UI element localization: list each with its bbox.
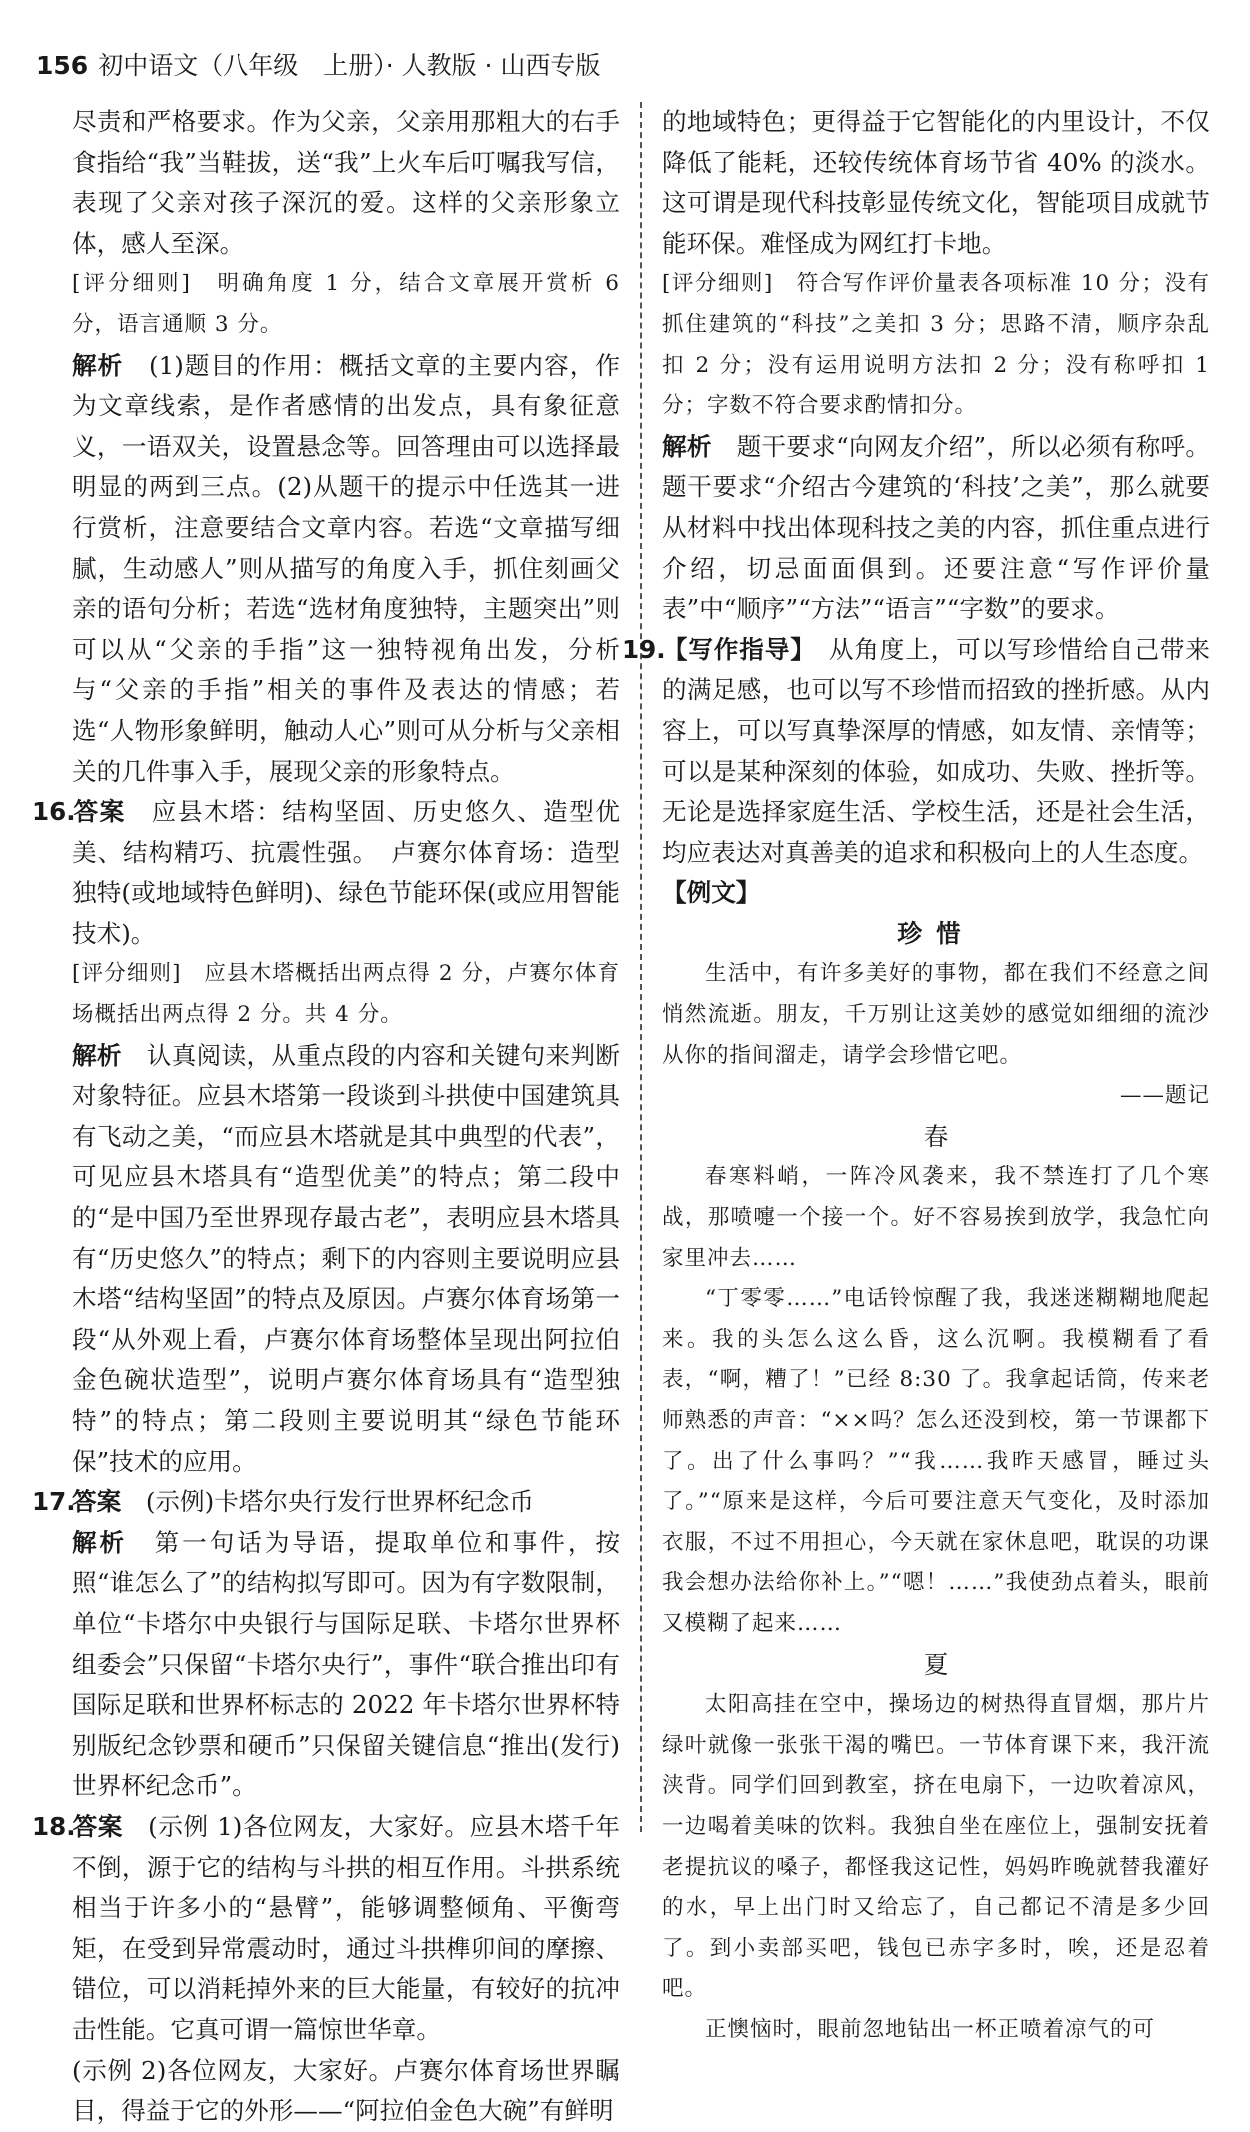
rule-tag: [评分细则] <box>662 271 774 297</box>
analysis-tag: 解析 <box>72 350 124 380</box>
rule-tag: [评分细则] <box>72 961 182 987</box>
page-number: 156 <box>36 51 89 80</box>
answer-tag: 答案 <box>72 1811 123 1841</box>
answer-tag: 答案 <box>72 797 126 827</box>
rule-text: 明确角度 1 分，结合文章展开赏析 6 分，语言通顺 3 分。 <box>72 271 620 337</box>
answer-text: (示例 1)各位网友，大家好。应县木塔千年不倒，源于它的结构与斗拱的相互作用。斗拱系统相当于许多小的“悬臂”，能够调整倾角、平衡弯矩，在受到异常震动时，通过斗拱榫卯间的摩擦、错位，可以消耗掉外来的巨大能量，有较好的抗冲击性能。它真可谓一篇惊世华章。 <box>72 1811 620 2044</box>
rule-text: 应县木塔概括出两点得 2 分，卢赛尔体育场概括出两点得 2 分。共 4 分。 <box>72 961 620 1028</box>
question-number: 17. <box>32 1487 76 1517</box>
writing-guide-text: 从角度上，可以写珍惜给自己带来的满足感，也可以写不珍惜而招致的挫折感。从内容上，可以写真挚深厚的情感，如友情、亲情等；可以是某种深刻的体验，如成功、失败、挫折等。无论是选择家庭生活、学校生活，还是社会生活，均应表达对真善美的追求和积极向上的人生态度。 <box>662 634 1210 867</box>
right-column <box>622 102 1210 2051</box>
question-16 <box>32 792 620 954</box>
essay-paragraph: 太阳高挂在空中，操场边的树热得直冒烟，那片片绿叶就像一张张干渴的嘴巴。一节体育课下来，我汗流浃背。同学们回到教室，挤在电扇下，一边吹着凉风，一边喝着美味的饮料。我独自坐在座位上，强制安抚着老提抗议的嗓子，都怪我这记性，妈妈昨晚就替我灌好的水，早上出门时又给忘了，自己都记不清是多少回了。到小卖部买吧，钱包已赤字多时，唉，还是忍着吧。 <box>662 1692 1210 2002</box>
answer-text: 应县木塔：结构坚固、历史悠久、造型优美、结构精巧、抗震性强。 卢赛尔体育场：造型独特(或地域特色鲜明)、绿色节能环保(或应用智能技术)。 <box>72 797 620 948</box>
analysis-text: 认真阅读，从重点段的内容和关键句来判断对象特征。应县木塔第一段谈到斗拱使中国建筑具有飞动之美，“而应县木塔就是其中典型的代表”，可见应县木塔具有“造型优美”的特点；第二段中的“是中国乃至世界现存最古老”，表明应县木塔具有“历史悠久”的特点；剩下的内容则主要说明应县木塔“结构坚固”的特点及原因。卢赛尔体育场第一段“从外观上看，卢赛尔体育场整体呈现出阿拉伯金色碗状造型”，说明卢赛尔体育场具有“造型独特”的特点；第二段则主要说明其“绿色节能环保”技术的应用。 <box>72 1040 620 1476</box>
column-divider <box>640 102 642 1832</box>
question-19 <box>622 630 1210 874</box>
scoring-rule <box>72 954 620 1035</box>
analysis-tag: 解析 <box>72 1527 128 1557</box>
analysis-tag: 解析 <box>72 1040 122 1070</box>
example-tag: 【例文】 <box>662 878 761 908</box>
rule-text: 符合写作评价量表各项标准 10 分；没有抓住建筑的“科技”之美扣 3 分；思路不清，顺序杂乱扣 2 分；没有运用说明方法扣 2 分；没有称呼扣 1 分；字数不符合要求酌情扣分。 <box>662 271 1210 419</box>
writing-guide-tag: 【写作指导】 <box>662 634 804 664</box>
page-header <box>36 46 600 82</box>
analysis-text: 第一句话为导语，提取单位和事件，按照“谁怎么了”的结构拟写即可。因为有字数限制，单位“卡塔尔中央银行与国际足联、卡塔尔世界杯组委会”只保留“卡塔尔央行”，事件“联合推出印有国际足联和世界杯标志的 2022 年卡塔尔世界杯特别版纪念钞票和硬币”只保留关键信息“推出(发行)世界杯纪念币”。 <box>72 1527 620 1801</box>
question-number: 16. <box>32 797 76 827</box>
scoring-rule <box>662 264 1210 426</box>
essay-paragraph: 正懊恼时，眼前忽地钻出一杯正喷着凉气的可 <box>705 2016 1156 2042</box>
section-heading: 夏 <box>923 1649 949 1679</box>
essay-paragraph: “丁零零……”电话铃惊醒了我，我迷迷糊糊地爬起来。我的头怎么这么昏，这么沉啊。我模糊看了看表，“啊，糟了！”已经 8:30 了。我拿起话筒，传来老师熟悉的声音：“××吗？怎么还没到校，第一节课都下了。出了什么事吗？”“我……我昨天感冒，睡过头了。”“原来是这样，今后可要注意天气变化，及时添加衣服，不过不用担心，今天就在家休息吧，耽误的功课我会想办法给你补上。”“嗯！……”我使劲点着头，眼前又模糊了起来…… <box>662 1286 1210 1636</box>
analysis-text: (1)题目的作用：概括文章的主要内容，作为文章线索，是作者感情的出发点，具有象征意义，一语双关，设置悬念等。回答理由可以选择最明显的两到三点。(2)从题干的提示中任选其一进行赏析，注意要结合文章内容。若选“文章描写细腻，生动感人”则从描写的角度入手，抓住刻画父亲的语句分析；若选“选材角度独特，主题突出”则可以从“父亲的手指”这一独特视角出发，分析与“父亲的手指”相关的事件及表达的情感；若选“人物形象鲜明，触动人心”则可从分析与父亲相关的几件事入手，展现父亲的形象特点。 <box>72 350 620 786</box>
section-heading: 春 <box>923 1121 949 1151</box>
left-column <box>32 102 620 2132</box>
question-18 <box>32 1807 620 2051</box>
essay-intro-sign: ——题记 <box>1119 1083 1210 1109</box>
question-17 <box>32 1482 620 1523</box>
essay-paragraph: 春寒料峭，一阵冷风袭来，我不禁连打了几个寒战，那喷嚏一个接一个。好不容易挨到放学，我急忙向家里冲去…… <box>662 1164 1210 1271</box>
paragraph: 的地域特色；更得益于它智能化的内里设计，不仅降低了能耗，还较传统体育场节省 40% 的淡水。这可谓是现代科技彰显传统文化，智能项目成就节能环保。难怪成为网红打卡地。 <box>662 107 1210 258</box>
question-number: 18. <box>32 1811 76 1841</box>
analysis <box>72 346 620 793</box>
question-number: 19. <box>622 634 666 664</box>
rule-tag: [评分细则] <box>72 271 191 297</box>
book-title: 初中语文（八年级 上册）· 人教版 · 山西专版 <box>98 51 601 80</box>
analysis-text: 题干要求“向网友介绍”，所以必须有称呼。题干要求“介绍古今建筑的‘科技’之美”，那么就要从材料中找出体现科技之美的内容，抓住重点进行介绍，切忌面面俱到。还要注意“写作评价量表”中“顺序”“方法”“语言”“字数”的要求。 <box>662 431 1210 624</box>
essay-intro: 生活中，有许多美好的事物，都在我们不经意之间悄然流逝。朋友，千万别让这美妙的感觉如细细的流沙从你的指间溜走，请学会珍惜它吧。 <box>662 961 1210 1068</box>
analysis <box>662 427 1210 630</box>
answer-tag: 答案 <box>72 1487 122 1517</box>
analysis <box>72 1036 620 1483</box>
essay-title: 珍惜 <box>897 918 975 948</box>
scoring-rule <box>72 264 620 345</box>
analysis <box>72 1523 620 1807</box>
paragraph: (示例 2)各位网友，大家好。卢赛尔体育场世界瞩目，得益于它的外形——“阿拉伯金色大碗”有鲜明 <box>72 2055 620 2126</box>
analysis-tag: 解析 <box>662 431 712 461</box>
paragraph: 尽责和严格要求。作为父亲，父亲用那粗大的右手食指给“我”当鞋拔，送“我”上火车后叮嘱我写信，表现了父亲对孩子深沉的爱。这样的父亲形象立体，感人至深。 <box>72 107 620 258</box>
answer-text: (示例)卡塔尔央行发行世界杯纪念币 <box>145 1487 534 1517</box>
